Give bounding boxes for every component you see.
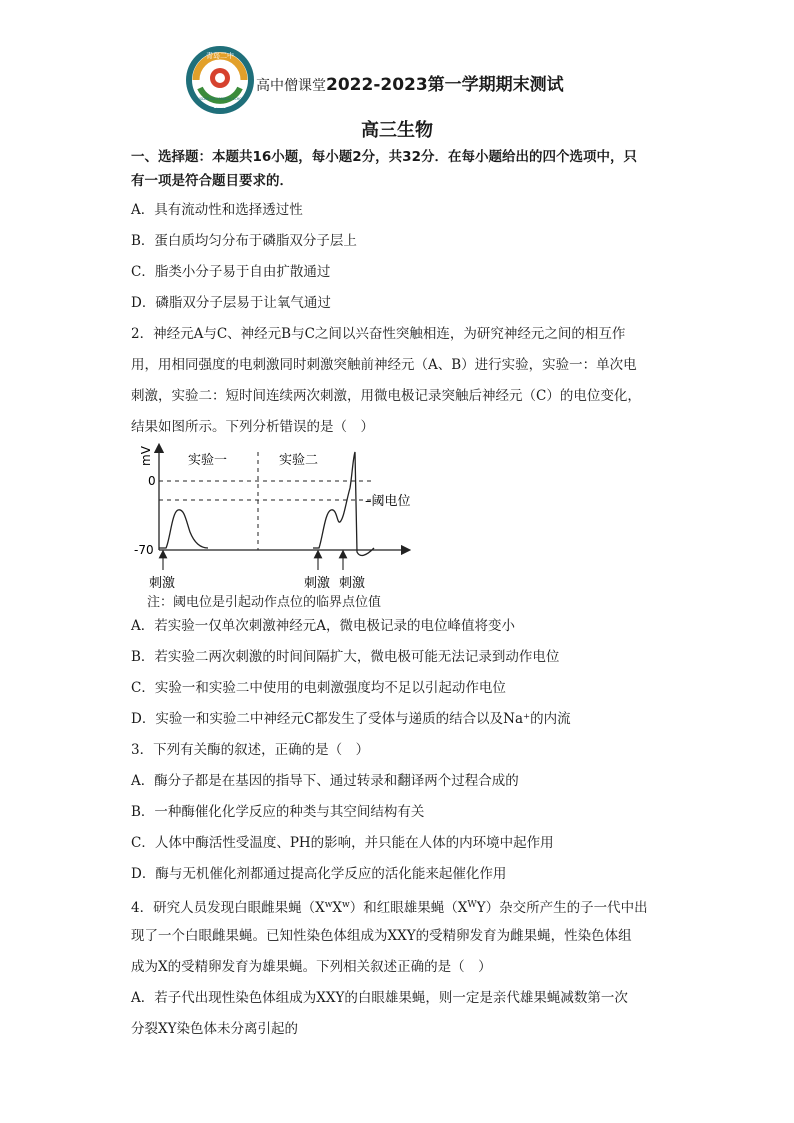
q3-stem: 3．下列有关酶的叙述，正确的是（ ）	[131, 742, 370, 758]
q2-option-b: B．若实验二两次刺激的时间间隔扩大，微电极可能无法记录到动作电位	[131, 649, 560, 665]
section-heading-line1: 一、选择题：本题共16小题，每小题2分，共32分．在每小题给出的四个选项中，只	[131, 149, 637, 165]
q1-option-a: A．具有流动性和选择透过性	[131, 202, 303, 218]
q2-stem-line3: 刺激，实验二：短时间连续两次刺激，用微电极记录突触后神经元（C）的电位变化，	[131, 388, 641, 404]
q2-option-d: D．实验一和实验二中神经元C都发生了受体与递质的结合以及Na⁺的内流	[131, 711, 571, 727]
logo-text: 青岛二中	[206, 52, 234, 60]
page-subtitle: 高三生物	[361, 120, 433, 141]
trace-exp1	[159, 510, 208, 548]
q3-option-a: A．酶分子都是在基因的指导下、通过转录和翻译两个过程合成的	[131, 773, 519, 789]
stimulus-label-3: 刺激	[339, 576, 366, 591]
logo-subtext: QINGDAO NO.2 MIDDLE SCHOOL	[193, 97, 247, 101]
q3-option-b: B．一种酶催化化学反应的种类与其空间结构有关	[131, 804, 425, 820]
section-heading-line2: 有一项是符合题目要求的．	[131, 173, 293, 189]
q1-option-d: D．磷脂双分子层易于让氧气通过	[131, 295, 331, 311]
q4-stem-line1: 4．研究人员发现白眼雌果蝇$(X^wX^w)$和红眼雄果蝇$(X^WY)$杂交所产生的子一代中出	[131, 900, 648, 916]
school-logo	[184, 44, 256, 116]
q2-stem-line4: 结果如图所示。下列分析错误的是（ ）	[131, 419, 374, 435]
y-unit-label: mV	[139, 446, 153, 466]
membrane-potential-figure	[128, 440, 418, 612]
q1-option-b: B．蛋白质均匀分布于磷脂双分子层上	[131, 233, 357, 249]
q4-option-a-line2: 分裂XY染色体未分离引起的	[131, 1021, 299, 1037]
q2-option-a: A．若实验一仅单次刺激神经元A，微电极记录的电位峰值将变小	[131, 618, 515, 634]
title-main: 2022-2023第一学期期末测试	[326, 75, 564, 95]
threshold-label: –阈电位	[365, 494, 411, 509]
stimulus-label-2: 刺激	[304, 576, 331, 591]
q4-stem-line2: 现了一个白眼雌果蝇。已知性染色体组成为XXY的受精卵发育为雌果蝇，性染色体组	[131, 928, 632, 944]
q3-option-d: D．酶与无机催化剂都通过提高化学反应的活化能来起催化作用	[131, 866, 507, 882]
document-title	[256, 70, 564, 95]
q3-option-c: C．人体中酶活性受温度、PH的影响，并只能在人体的内环境中起作用	[131, 835, 554, 851]
q4-option-a-line1: A．若子代出现性染色体组成为XXY的白眼雄果蝇，则一定是亲代雄果蝇减数第一次	[131, 990, 628, 1006]
q2-stem-line1: 2．神经元A与C、神经元B与C之间以兴奋性突触相连，为研究神经元之间的相互作	[131, 326, 626, 342]
figure-note: 注：阈电位是引起动作点位的临界点位值	[147, 595, 382, 610]
q2-option-c: C．实验一和实验二中使用的电刺激强度均不足以引起动作电位	[131, 680, 506, 696]
tick-rest: -70	[134, 543, 154, 557]
title-prefix: 高中僧课堂	[256, 78, 326, 94]
stimulus-label-1: 刺激	[149, 576, 176, 591]
tick-zero: 0	[148, 474, 156, 488]
q4-stem-line3: 成为X的受精卵发育为雄果蝇。下列相关叙述正确的是（ ）	[131, 959, 492, 975]
q2-stem-line2: 用，用相同强度的电刺激同时刺激突触前神经元（A、B）进行实验，实验一：单次电	[131, 357, 637, 373]
experiment1-label: 实验一	[188, 453, 228, 468]
logo-year: 1925	[213, 104, 227, 110]
q1-option-c: C．脂类小分子易于自由扩散通过	[131, 264, 331, 280]
experiment2-label: 实验二	[279, 453, 319, 468]
